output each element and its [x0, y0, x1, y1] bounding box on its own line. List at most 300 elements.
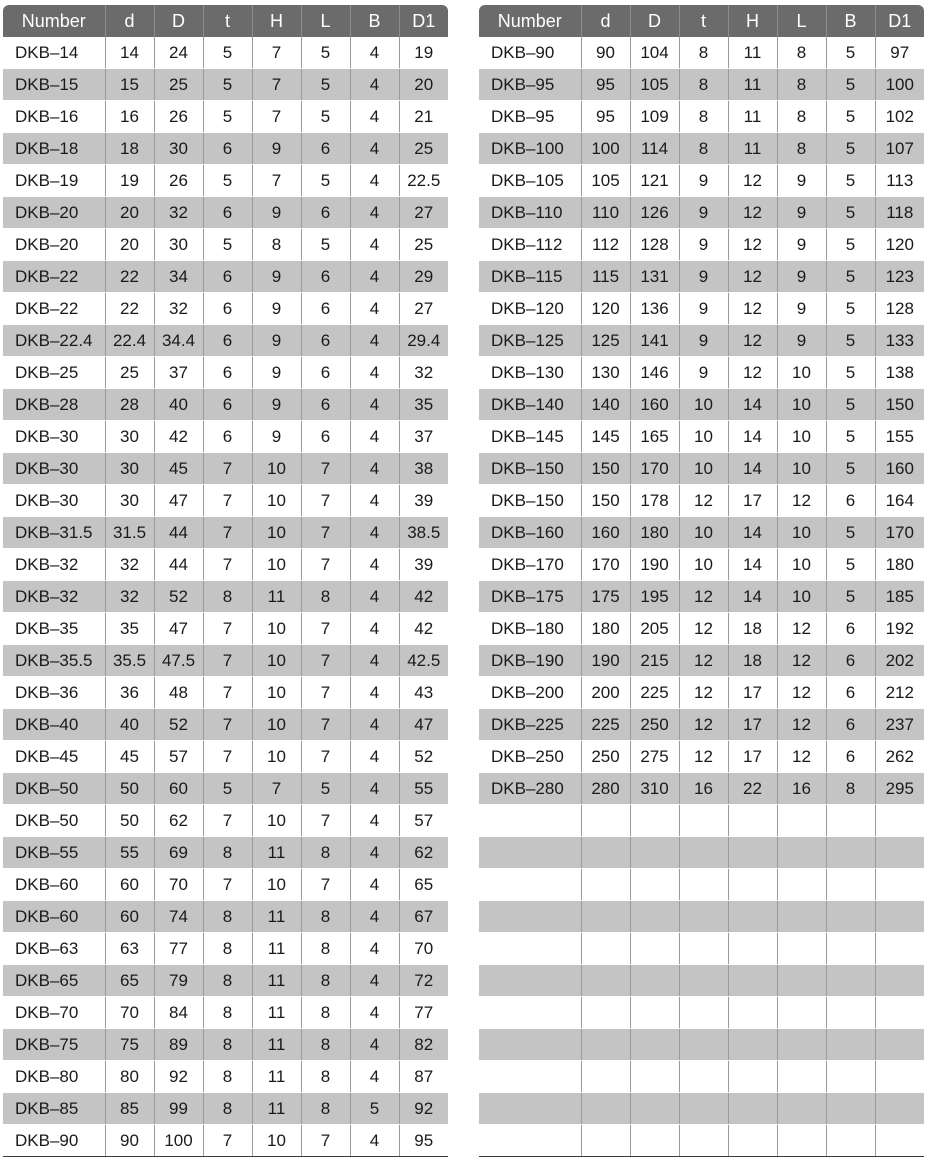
value-cell — [826, 1029, 875, 1061]
value-cell: 6 — [203, 325, 252, 357]
table-row — [479, 69, 924, 101]
value-cell: 118 — [875, 197, 924, 229]
value-cell: 170 — [581, 549, 630, 581]
value-cell: 29.4 — [399, 325, 448, 357]
value-cell: 4 — [350, 485, 399, 517]
value-cell: 10 — [777, 549, 826, 581]
value-cell: 79 — [154, 965, 203, 997]
value-cell: 42 — [399, 613, 448, 645]
table-row — [479, 965, 924, 997]
value-cell: 7 — [252, 773, 301, 805]
value-cell: 12 — [728, 357, 777, 389]
table-row — [3, 741, 448, 773]
value-cell: 12 — [679, 485, 728, 517]
spec-table-left — [3, 5, 448, 1157]
value-cell: 8 — [679, 133, 728, 165]
value-cell: 6 — [203, 197, 252, 229]
part-number-cell: DKB–15 — [3, 69, 105, 101]
table-row — [479, 613, 924, 645]
value-cell: 8 — [203, 837, 252, 869]
value-cell: 8 — [777, 69, 826, 101]
table-row — [479, 581, 924, 613]
value-cell: 52 — [154, 581, 203, 613]
value-cell: 60 — [105, 901, 154, 933]
value-cell: 47 — [154, 485, 203, 517]
value-cell: 128 — [630, 229, 679, 261]
part-number-cell: DKB–75 — [3, 1029, 105, 1061]
value-cell — [777, 965, 826, 997]
value-cell: 22 — [728, 773, 777, 805]
value-cell: 50 — [105, 805, 154, 837]
column-header-D: D — [630, 5, 679, 37]
table-row — [479, 325, 924, 357]
value-cell: 7 — [203, 869, 252, 901]
value-cell: 5 — [203, 37, 252, 69]
part-number-cell: DKB–28 — [3, 389, 105, 421]
value-cell: 112 — [581, 229, 630, 261]
value-cell: 4 — [350, 837, 399, 869]
part-number-cell: DKB–200 — [479, 677, 581, 709]
value-cell: 82 — [399, 1029, 448, 1061]
value-cell — [826, 933, 875, 965]
value-cell: 77 — [399, 997, 448, 1029]
value-cell: 8 — [203, 1029, 252, 1061]
value-cell — [875, 805, 924, 837]
value-cell: 10 — [252, 805, 301, 837]
value-cell — [679, 869, 728, 901]
value-cell: 19 — [399, 37, 448, 69]
value-cell: 11 — [252, 933, 301, 965]
value-cell: 7 — [203, 677, 252, 709]
value-cell: 8 — [301, 901, 350, 933]
value-cell: 202 — [875, 645, 924, 677]
value-cell — [875, 965, 924, 997]
value-cell: 16 — [679, 773, 728, 805]
value-cell: 160 — [581, 517, 630, 549]
part-number-cell: DKB–50 — [3, 773, 105, 805]
value-cell: 4 — [350, 261, 399, 293]
value-cell: 34.4 — [154, 325, 203, 357]
value-cell: 190 — [581, 645, 630, 677]
table-row — [479, 677, 924, 709]
value-cell — [581, 965, 630, 997]
table-row — [479, 1125, 924, 1157]
table-row — [3, 261, 448, 293]
value-cell: 36 — [105, 677, 154, 709]
value-cell: 45 — [105, 741, 154, 773]
value-cell — [630, 965, 679, 997]
value-cell: 70 — [154, 869, 203, 901]
value-cell: 48 — [154, 677, 203, 709]
value-cell: 95 — [581, 101, 630, 133]
value-cell: 105 — [630, 69, 679, 101]
table-header — [3, 5, 448, 37]
part-number-cell: DKB–95 — [479, 69, 581, 101]
table-row — [479, 37, 924, 69]
value-cell: 40 — [154, 389, 203, 421]
value-cell: 14 — [728, 389, 777, 421]
value-cell — [581, 1093, 630, 1125]
value-cell: 121 — [630, 165, 679, 197]
value-cell — [679, 805, 728, 837]
value-cell: 126 — [630, 197, 679, 229]
value-cell: 145 — [581, 421, 630, 453]
table-row — [479, 709, 924, 741]
value-cell: 52 — [154, 709, 203, 741]
part-number-cell: DKB–150 — [479, 453, 581, 485]
value-cell: 138 — [875, 357, 924, 389]
value-cell: 19 — [105, 165, 154, 197]
value-cell: 110 — [581, 197, 630, 229]
table-row — [3, 37, 448, 69]
value-cell: 72 — [399, 965, 448, 997]
value-cell: 4 — [350, 773, 399, 805]
value-cell: 225 — [581, 709, 630, 741]
value-cell: 10 — [679, 421, 728, 453]
value-cell: 11 — [728, 101, 777, 133]
part-number-cell: DKB–95 — [479, 101, 581, 133]
table-row — [479, 133, 924, 165]
value-cell — [581, 1061, 630, 1093]
value-cell: 4 — [350, 133, 399, 165]
value-cell: 7 — [203, 709, 252, 741]
value-cell: 128 — [875, 293, 924, 325]
value-cell: 18 — [728, 613, 777, 645]
value-cell: 120 — [875, 229, 924, 261]
value-cell: 10 — [252, 613, 301, 645]
value-cell: 8 — [777, 133, 826, 165]
value-cell: 5 — [826, 357, 875, 389]
table-row — [3, 997, 448, 1029]
value-cell: 12 — [777, 485, 826, 517]
value-cell: 9 — [679, 229, 728, 261]
table-row — [479, 517, 924, 549]
value-cell: 35.5 — [105, 645, 154, 677]
part-number-cell — [479, 1029, 581, 1061]
value-cell: 5 — [826, 69, 875, 101]
value-cell: 11 — [252, 997, 301, 1029]
value-cell: 7 — [203, 1125, 252, 1157]
value-cell: 12 — [777, 613, 826, 645]
value-cell: 12 — [777, 741, 826, 773]
part-number-cell: DKB–22.4 — [3, 325, 105, 357]
value-cell: 9 — [679, 357, 728, 389]
value-cell: 7 — [203, 805, 252, 837]
table-row — [3, 837, 448, 869]
value-cell: 10 — [679, 389, 728, 421]
value-cell: 4 — [350, 581, 399, 613]
value-cell: 170 — [875, 517, 924, 549]
table-row — [3, 69, 448, 101]
value-cell: 100 — [154, 1125, 203, 1157]
value-cell: 9 — [777, 197, 826, 229]
table-row — [3, 389, 448, 421]
value-cell — [630, 933, 679, 965]
value-cell: 10 — [252, 1125, 301, 1157]
value-cell: 12 — [679, 613, 728, 645]
value-cell: 70 — [105, 997, 154, 1029]
value-cell: 5 — [826, 197, 875, 229]
value-cell — [581, 933, 630, 965]
part-number-cell: DKB–115 — [479, 261, 581, 293]
value-cell: 12 — [777, 677, 826, 709]
value-cell: 10 — [777, 581, 826, 613]
table-row — [3, 357, 448, 389]
value-cell — [728, 869, 777, 901]
value-cell: 102 — [875, 101, 924, 133]
value-cell: 6 — [826, 677, 875, 709]
value-cell — [777, 869, 826, 901]
table-row — [479, 421, 924, 453]
value-cell: 125 — [581, 325, 630, 357]
table-row — [479, 997, 924, 1029]
value-cell: 11 — [252, 581, 301, 613]
value-cell: 34 — [154, 261, 203, 293]
value-cell: 12 — [777, 709, 826, 741]
value-cell: 7 — [252, 165, 301, 197]
value-cell: 8 — [301, 581, 350, 613]
value-cell: 4 — [350, 613, 399, 645]
value-cell: 6 — [826, 485, 875, 517]
value-cell — [679, 933, 728, 965]
table-row — [3, 229, 448, 261]
part-number-cell — [479, 997, 581, 1029]
value-cell: 4 — [350, 901, 399, 933]
value-cell: 9 — [252, 133, 301, 165]
value-cell: 5 — [301, 69, 350, 101]
table-row — [479, 1029, 924, 1061]
value-cell — [679, 1125, 728, 1157]
value-cell: 6 — [301, 261, 350, 293]
value-cell: 6 — [826, 645, 875, 677]
value-cell — [777, 1061, 826, 1093]
table-row — [3, 549, 448, 581]
value-cell: 11 — [728, 37, 777, 69]
value-cell: 8 — [203, 581, 252, 613]
part-number-cell — [479, 933, 581, 965]
value-cell: 4 — [350, 357, 399, 389]
value-cell: 9 — [777, 261, 826, 293]
value-cell: 215 — [630, 645, 679, 677]
table-row — [3, 613, 448, 645]
value-cell: 9 — [252, 421, 301, 453]
value-cell — [630, 997, 679, 1029]
column-header-number: Number — [3, 5, 105, 37]
table-row — [3, 1029, 448, 1061]
value-cell: 14 — [728, 549, 777, 581]
table-row — [3, 197, 448, 229]
value-cell: 11 — [252, 837, 301, 869]
column-header-L: L — [301, 5, 350, 37]
table-row — [3, 709, 448, 741]
table-row — [3, 645, 448, 677]
value-cell: 11 — [252, 1029, 301, 1061]
column-header-number: Number — [479, 5, 581, 37]
value-cell: 9 — [777, 165, 826, 197]
value-cell: 42 — [399, 581, 448, 613]
value-cell: 67 — [399, 901, 448, 933]
value-cell: 18 — [728, 645, 777, 677]
value-cell: 25 — [399, 133, 448, 165]
value-cell: 47 — [399, 709, 448, 741]
value-cell: 5 — [826, 453, 875, 485]
value-cell: 175 — [581, 581, 630, 613]
value-cell: 7 — [301, 869, 350, 901]
value-cell: 4 — [350, 293, 399, 325]
value-cell: 164 — [875, 485, 924, 517]
table-row — [3, 773, 448, 805]
value-cell: 25 — [154, 69, 203, 101]
value-cell: 8 — [203, 965, 252, 997]
table-row — [479, 101, 924, 133]
value-cell: 22.4 — [105, 325, 154, 357]
value-cell: 10 — [252, 709, 301, 741]
value-cell: 89 — [154, 1029, 203, 1061]
part-number-cell — [479, 965, 581, 997]
part-number-cell: DKB–45 — [3, 741, 105, 773]
value-cell: 16 — [777, 773, 826, 805]
value-cell: 10 — [777, 453, 826, 485]
column-header-D1: D1 — [399, 5, 448, 37]
value-cell: 32 — [105, 581, 154, 613]
column-header-B: B — [826, 5, 875, 37]
value-cell: 65 — [399, 869, 448, 901]
value-cell — [581, 997, 630, 1029]
value-cell: 8 — [203, 1061, 252, 1093]
value-cell: 4 — [350, 517, 399, 549]
part-number-cell: DKB–160 — [479, 517, 581, 549]
value-cell: 32 — [105, 549, 154, 581]
table-row — [479, 1093, 924, 1125]
value-cell: 170 — [630, 453, 679, 485]
value-cell: 7 — [301, 677, 350, 709]
part-number-cell: DKB–60 — [3, 901, 105, 933]
part-number-cell: DKB–31.5 — [3, 517, 105, 549]
value-cell: 8 — [777, 101, 826, 133]
value-cell: 12 — [679, 741, 728, 773]
value-cell: 180 — [581, 613, 630, 645]
value-cell: 47.5 — [154, 645, 203, 677]
value-cell: 180 — [630, 517, 679, 549]
value-cell — [728, 1061, 777, 1093]
value-cell: 62 — [399, 837, 448, 869]
part-number-cell: DKB–190 — [479, 645, 581, 677]
value-cell — [826, 901, 875, 933]
value-cell: 62 — [154, 805, 203, 837]
value-cell — [728, 1029, 777, 1061]
value-cell — [581, 869, 630, 901]
value-cell: 18 — [105, 133, 154, 165]
part-number-cell — [479, 805, 581, 837]
value-cell — [826, 965, 875, 997]
value-cell: 12 — [679, 709, 728, 741]
part-number-cell: DKB–55 — [3, 837, 105, 869]
value-cell: 43 — [399, 677, 448, 709]
table-row — [3, 869, 448, 901]
part-number-cell: DKB–32 — [3, 581, 105, 613]
value-cell — [875, 1093, 924, 1125]
value-cell: 20 — [105, 197, 154, 229]
part-number-cell: DKB–90 — [3, 1125, 105, 1157]
value-cell: 11 — [728, 69, 777, 101]
column-header-t: t — [203, 5, 252, 37]
value-cell: 150 — [581, 485, 630, 517]
part-number-cell: DKB–170 — [479, 549, 581, 581]
value-cell: 6 — [826, 741, 875, 773]
value-cell: 5 — [826, 261, 875, 293]
part-number-cell: DKB–36 — [3, 677, 105, 709]
value-cell — [679, 901, 728, 933]
value-cell: 4 — [350, 229, 399, 261]
value-cell: 6 — [301, 197, 350, 229]
value-cell: 6 — [203, 421, 252, 453]
value-cell: 30 — [154, 229, 203, 261]
table-row — [479, 229, 924, 261]
value-cell: 141 — [630, 325, 679, 357]
value-cell — [630, 837, 679, 869]
value-cell: 5 — [301, 773, 350, 805]
value-cell: 131 — [630, 261, 679, 293]
value-cell — [630, 1093, 679, 1125]
value-cell: 5 — [203, 69, 252, 101]
value-cell: 5 — [826, 389, 875, 421]
value-cell: 63 — [105, 933, 154, 965]
value-cell: 4 — [350, 869, 399, 901]
value-cell: 8 — [203, 997, 252, 1029]
value-cell: 107 — [875, 133, 924, 165]
value-cell: 275 — [630, 741, 679, 773]
part-number-cell: DKB–65 — [3, 965, 105, 997]
value-cell: 32 — [399, 357, 448, 389]
table-row — [3, 1061, 448, 1093]
value-cell: 160 — [630, 389, 679, 421]
part-number-cell — [479, 837, 581, 869]
value-cell: 7 — [252, 69, 301, 101]
value-cell: 192 — [875, 613, 924, 645]
value-cell — [777, 1125, 826, 1157]
value-cell: 10 — [252, 549, 301, 581]
value-cell: 6 — [826, 613, 875, 645]
value-cell: 30 — [105, 453, 154, 485]
value-cell: 8 — [203, 901, 252, 933]
part-number-cell: DKB–60 — [3, 869, 105, 901]
table-row — [479, 1061, 924, 1093]
part-number-cell: DKB–22 — [3, 293, 105, 325]
value-cell — [826, 1125, 875, 1157]
value-cell: 9 — [252, 357, 301, 389]
value-cell: 8 — [301, 997, 350, 1029]
value-cell: 11 — [252, 965, 301, 997]
value-cell: 11 — [252, 901, 301, 933]
value-cell: 6 — [203, 357, 252, 389]
value-cell — [875, 933, 924, 965]
value-cell: 10 — [252, 453, 301, 485]
value-cell: 190 — [630, 549, 679, 581]
value-cell — [875, 837, 924, 869]
spec-table-right — [479, 5, 924, 1157]
value-cell: 30 — [105, 485, 154, 517]
value-cell: 7 — [203, 741, 252, 773]
value-cell: 10 — [252, 869, 301, 901]
part-number-cell: DKB–25 — [3, 357, 105, 389]
table-row — [479, 901, 924, 933]
part-number-cell: DKB–16 — [3, 101, 105, 133]
table-row — [3, 293, 448, 325]
value-cell: 12 — [728, 165, 777, 197]
value-cell — [630, 805, 679, 837]
value-cell: 14 — [728, 517, 777, 549]
table-row — [479, 869, 924, 901]
